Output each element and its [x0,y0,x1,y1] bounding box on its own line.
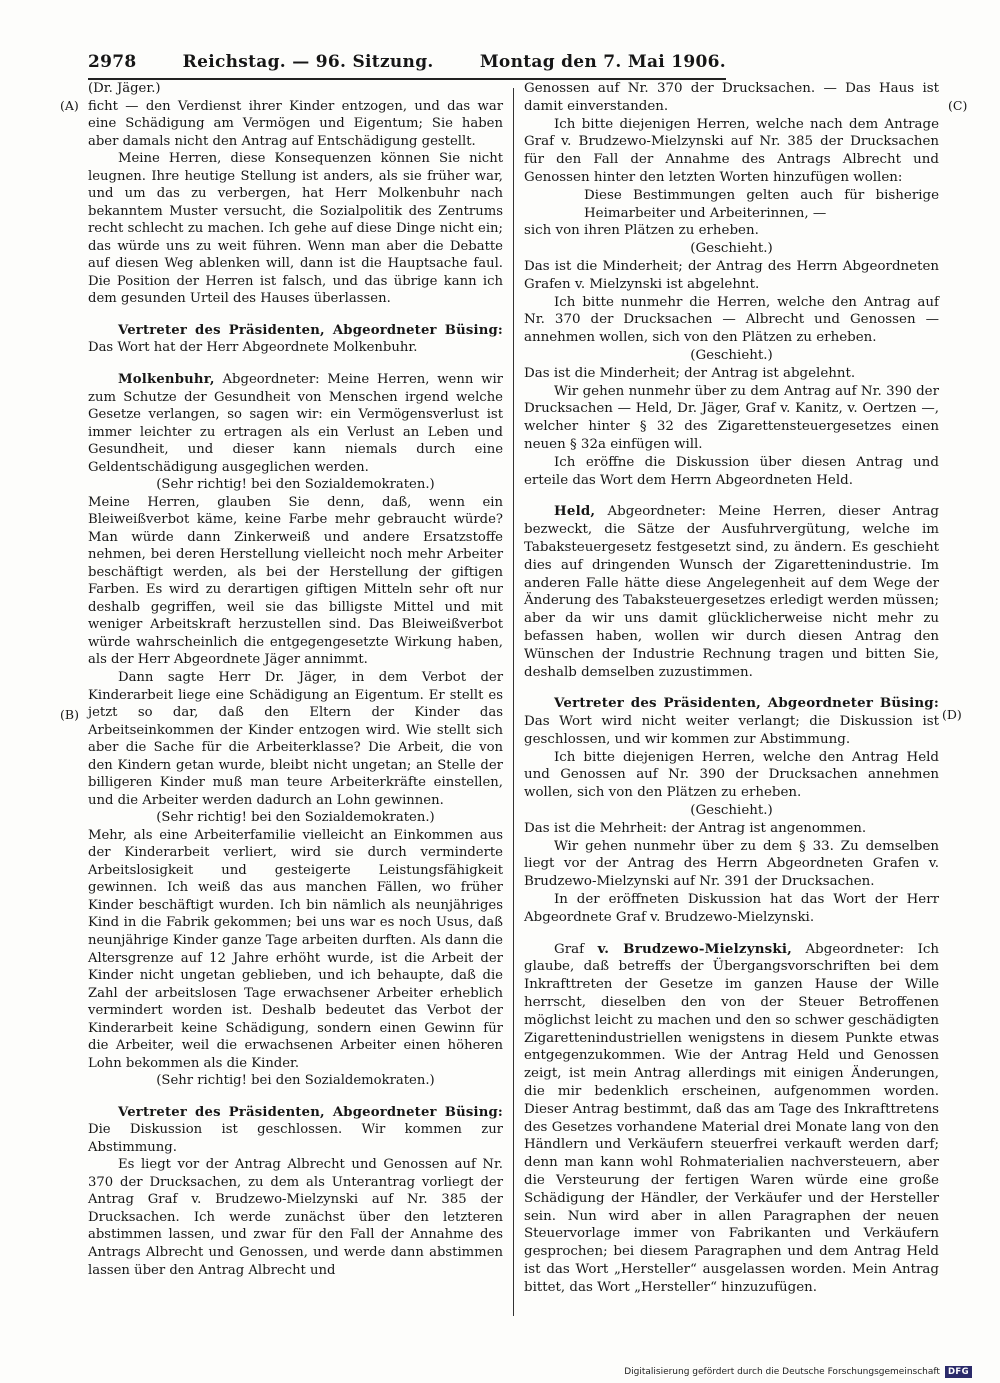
chair-statement [88,1104,503,1157]
session-title: Reichstag. — 96. Sitzung. [182,52,434,72]
session-date: Montag den 7. Mai 1906. [479,52,726,72]
paragraph: Das ist die Minderheit; der Antrag ist abgelehnt. [524,365,856,381]
paragraph: Meine Herren, glauben Sie denn, daß, wenn ein Bleiweißverbot käme, keine Farbe mehr gebraucht würde? Man würde dann Zinkerweiß und andere Ersatzstoffe nehmen, bei deren Herstellung vielleicht noch mehr Arbeiter beschäftigt werden, als bei der Herstellung der giftigen Farben. Es wird zu derartigen giftigen Mitteln sehr oft nur deshalb gegriffen, weil sie das billigste Mittel und mit weniger Arbeitskraft herzustellen sind. Das Bleiweißverbot würde wahrscheinlich die entgegengesetzte Wirkung haben, als der Herr Abgeordnete Jäger annimmt. [88,494,503,668]
paragraph: Das ist die Minderheit; der Antrag des Herrn Abgeordneten Grafen v. Mielzynski ist abgelehnt. [524,258,939,292]
speech-text: Abgeordneter: Ich glaube, daß betreffs der Übergangsvorschriften bei dem Inkrafttreten der Gesetze im ganzen Hause der Wille herrscht, dieselben den von der Steuer Betroffenen möglichst leicht zu machen und den so schwer geschädigten Zigarettenindustriellen wenigstens in diesem Punkte etwas entgegenzukommen. Wie der Antrag Held und Genossen zeigt, ist mein Antrag allerdings mit einigen Änderungen, die mir bedenklich erscheinen, aufgenommen worden. Dieser Antrag bestimmt, daß das am Tage des Inkrafttretens des Gesetzes vorhandene Material drei Monate lang von den Händlern und Verkäufern steuerfrei verkauft werden darf; denn man kann wohl Rohmaterialien nachversteuern, aber die Versteurung der fertigen Waren würde eine große Schädigung der Händler, der Verkäufer und der Hersteller sein. Nun wird aber in allen Paragraphen der neuen Steuervorlage immer von Fabrikanten und Verkäufern gesprochen; bei diesem Paragraphen und dem Antrag Held ist das Wort „Hersteller“ ausgelassen worden. Mein Antrag bittet, das Wort „Hersteller“ hinzuzufügen. [524,941,939,1295]
margin-mark-d: (D) [942,707,962,722]
margin-mark-b: (B) [60,707,79,722]
speaker-name: v. Brudzewo-Mielzynski, [597,940,792,957]
procedural-note: (Geschieht.) [690,241,773,257]
chair-statement [88,322,503,357]
paragraph: Das ist die Mehrheit: der Antrag ist angenommen. [524,820,867,836]
quoted-amendment: Diese Bestimmungen gelten auch für bisherige Heimarbeiter und Arbeiterinnen, — [584,187,939,221]
chair-statement [524,695,939,748]
procedural-note: (Geschieht.) [690,803,773,819]
speaker-name: Vertreter des Präsidenten, Abgeordneter Büsing: [118,322,503,338]
speech [88,371,503,476]
statement-text: Das Wort wird nicht weiter verlangt; die Diskussion ist geschlossen, und wir kommen zur Abstimmung. [524,714,939,747]
paragraph: Wir gehen nunmehr über zu dem § 33. Zu demselben liegt vor der Antrag des Herrn Abgeordneten Grafen v. Brudzewo-Mielzynski auf Nr. 391 der Drucksachen. [524,838,939,890]
paragraph: Mehr, als eine Arbeiterfamilie vielleicht an Einkommen aus der Kinderarbeit verliert, wird sie durch verminderte Arbeitslosigkeit und gesteigerte Leistungsfähigkeit gewinnen. Ich weiß das aus manchen Fällen, wo früher Kinder beschäftigt wurden. Ich bin nämlich als neunjähriges Kind in die Fabrik gekommen; bei uns war es noch Usus, daß neunjährige Kinder ganze Tage arbeiten durften. Als dann die Altersgrenze auf 12 Jahre erhöht wurde, ist die Arbeit der Kinder nicht ungetan geblieben, und ich behaupte, daß die Zahl der arbeitslosen Tage erwachsener Arbeiter erheblich vermindert worden ist. Deshalb bedeutet das Verbot der Kinderarbeit keine Schädigung, sondern einen Gewinn für die Arbeiter, weil die erwachsenen Arbeiter einen höheren Lohn bekommen als die Kinder. [88,827,503,1071]
speaker-name: Held, [554,503,596,520]
paragraph: Dann sagte Herr Dr. Jäger, in dem Verbot der Kinderarbeit liege eine Schädigung an Eigentum. Er stellt es jetzt so dar, daß den Eltern der Kinder das Arbeitseinkommen der Kinder entzogen wird. Wie stellt sich aber die Sache für die Arbeiterklasse? Die Arbeit, die von den Kindern getan wurde, bleibt nicht ungetan; an Stelle der billigeren Kinder muß man teure Arbeiterkräfte einstellen, und die Arbeiter werden dadurch an Lohn gewinnen. [88,670,503,808]
interjection: (Sehr richtig! bei den Sozialdemokraten.) [156,1073,435,1089]
paragraph: Es liegt vor der Antrag Albrecht und Genossen auf Nr. 370 der Drucksachen, zu dem als Unterantrag vorliegt der Antrag Graf v. Brudzewo-Mielzynski auf Nr. 385 der Drucksachen. Ich werde zunächst über den letzteren abstimmen lassen, und zwar für den Fall der Annahme des Antrags Albrecht und Genossen, und werde dann abstimmen lassen über den Antrag Albrecht und [88,1157,503,1278]
margin-mark-a: (A) [60,98,79,113]
paragraph: Ich bitte diejenigen Herren, welche den Antrag Held und Genossen auf Nr. 390 der Drucksachen annehmen wollen, sich von den Plätzen zu erheben. [524,749,939,801]
paragraph: sich von ihren Plätzen zu erheben. [524,223,759,239]
paragraph: Wir gehen nunmehr über zu dem Antrag auf Nr. 390 der Drucksachen — Held, Dr. Jäger, Graf v. Kanitz, v. Oertzen —, welcher hinter § 32 des Zigarettensteuergesetzes einen neuen § 32a einfügen will. [524,383,939,452]
page-header [88,52,726,76]
paragraph: Ich bitte diejenigen Herren, welche nach dem Antrage Graf v. Brudzewo-Mielzynski auf Nr. 385 der Drucksachen für den Fall der Annahme des Antrags Albrecht und Genossen hinter den letzten Worten hinzufügen wollen: [524,116,939,185]
funding-note: Digitalisierung gefördert durch die Deutsche Forschungsgemeinschaft [624,1367,940,1377]
speech [524,503,939,681]
speaker-name: Molkenbuhr, [118,371,215,387]
procedural-note: (Geschieht.) [690,347,773,363]
speaker-title: Graf [554,941,585,957]
paragraph: Genossen auf Nr. 370 der Drucksachen. — Das Haus ist damit einverstanden. [524,81,939,114]
margin-mark-c: (C) [948,98,968,113]
paragraph: Ich eröffne die Diskussion über diesen Antrag und erteile das Wort dem Herrn Abgeordneten Held. [524,454,939,488]
speaker-continued: (Dr. Jäger.) [88,81,161,96]
speaker-name: Vertreter des Präsidenten, Abgeordneter Büsing: [554,695,939,712]
paragraph: Meine Herren, diese Konsequenzen können Sie nicht leugnen. Ihre heutige Stellung ist anders, als sie früher war, und um das zu verbergen, hat Herr Molkenbuhr nach bekanntem Muster versucht, die Sozialpolitik des Zentrums recht schlecht zu machen. Ich gehe auf diese Dinge nicht ein; das würde uns zu weit führen. Wenn man aber die Debatte auf diesen Weg ablenken will, dann ist die Hauptsache faul. Die Position der Herren ist falsch, und das übrige kann ich dem gesunden Urteil des Hauses überlassen. [88,151,503,307]
statement-text: Die Diskussion ist geschlossen. Wir kommen zur Abstimmung. [88,1122,503,1155]
paragraph: In der eröffneten Diskussion hat das Wort der Herr Abgeordnete Graf v. Brudzewo-Mielzynski. [524,892,939,925]
paragraph: ficht — den Verdienst ihrer Kinder entzogen, und das war eine Schädigung am Vermögen und Eigentum; Sie haben aber damals nicht den Antrag auf Entschädigung gestellt. [88,98,503,149]
page-number: 2978 [88,52,137,72]
dfg-logo: DFG [945,1366,972,1378]
left-column [88,80,503,1279]
speaker-name: Vertreter des Präsidenten, Abgeordneter Büsing: [118,1104,503,1120]
speech-text: Abgeordneter: Meine Herren, wenn wir zum Schutze der Gesundheit von Menschen irgend welche Gesetze verlangen, so sagen wir: ein Vermögensverlust ist immer leichter zu ertragen als ein Verlust an Leben und Gesundheit, und dieser kann niemals durch eine Geldentschädigung ausgeglichen werden. [88,371,503,475]
statement-text: Das Wort hat der Herr Abgeordnete Molkenbuhr. [88,340,418,356]
speech-text: Abgeordneter: Meine Herren, dieser Antrag bezweckt, die Sätze der Ausfuhrvergütung, welche im Tabaksteuergesetz festgesetzt sind, zu ändern. Es geschieht dies auf dringenden Wunsch der Zigarettenindustrie. Im anderen Falle hätte diese Angelegenheit auf dem Wege der Änderung des Tabaksteuergesetzes erledigt werden müssen; aber da wir uns damit glücklicherweise nicht mehr zu befassen haben, wollen wir durch diesen Antrag den Wünschen der Industrie Rechnung tragen und bitten Sie, deshalb demselben zuzustimmen. [524,504,939,680]
interjection: (Sehr richtig! bei den Sozialdemokraten.) [156,477,435,493]
speech [524,941,939,1297]
footer-credit [624,1366,972,1378]
interjection: (Sehr richtig! bei den Sozialdemokraten.) [156,810,435,826]
right-column [524,80,939,1297]
column-divider [513,88,514,1316]
paragraph: Ich bitte nunmehr die Herren, welche den Antrag auf Nr. 370 der Drucksachen — Albrecht und Genossen — annehmen wollen, sich von den Plätzen zu erheben. [524,294,939,346]
